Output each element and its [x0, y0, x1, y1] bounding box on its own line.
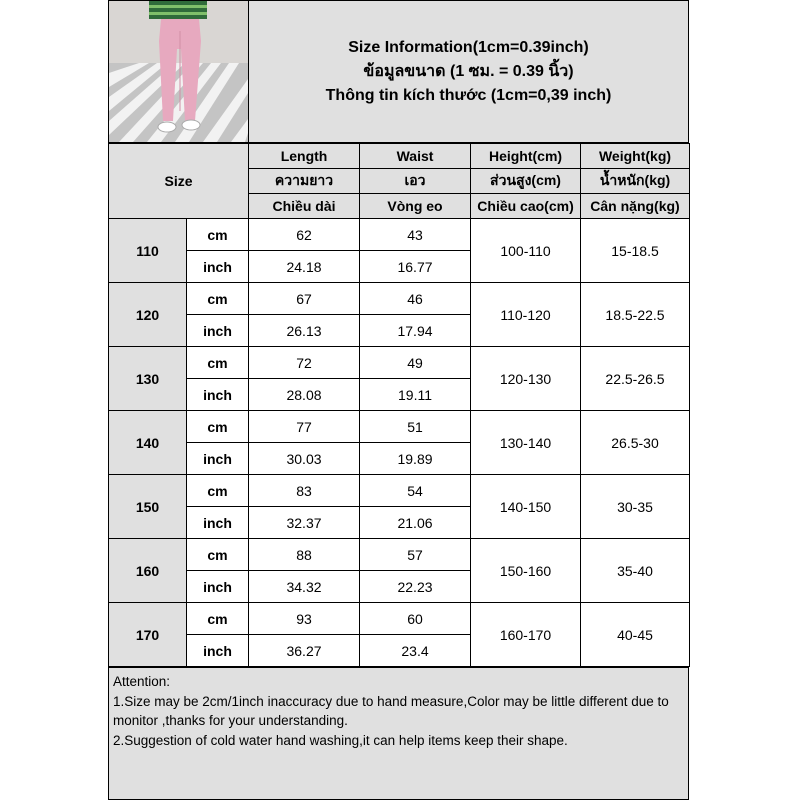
note-item: 1.Size may be 2cm/1inch inaccuracy due to hand measure,Color may be little different due to monitor ,thanks for your understanding. — [113, 693, 669, 728]
column-header: Chiều dài — [249, 194, 360, 219]
length-cell: 36.27 — [249, 635, 360, 667]
waist-cell: 51 — [360, 411, 471, 443]
table-row — [109, 283, 690, 315]
unit-cell: inch — [187, 635, 249, 667]
size-information-heading — [249, 1, 688, 142]
column-header: Cân nặng(kg) — [581, 194, 690, 219]
length-cell: 72 — [249, 347, 360, 379]
waist-cell: 19.11 — [360, 379, 471, 411]
length-cell: 26.13 — [249, 315, 360, 347]
waist-cell: 49 — [360, 347, 471, 379]
length-cell: 62 — [249, 219, 360, 251]
height-cell: 130-140 — [471, 411, 581, 475]
column-header: ส่วนสูง(cm) — [471, 169, 581, 194]
unit-cell: cm — [187, 539, 249, 571]
size-cell: 150 — [109, 475, 187, 539]
size-cell: 130 — [109, 347, 187, 411]
unit-cell: inch — [187, 251, 249, 283]
weight-cell: 22.5-26.5 — [581, 347, 690, 411]
height-cell: 110-120 — [471, 283, 581, 347]
size-header: Size — [109, 144, 249, 219]
size-cell: 170 — [109, 603, 187, 667]
column-header: ความยาว — [249, 169, 360, 194]
table-row — [109, 219, 690, 251]
length-cell: 77 — [249, 411, 360, 443]
waist-cell: 46 — [360, 283, 471, 315]
waist-cell: 17.94 — [360, 315, 471, 347]
size-cell: 160 — [109, 539, 187, 603]
weight-cell: 40-45 — [581, 603, 690, 667]
column-header: Weight(kg) — [581, 144, 690, 169]
unit-cell: inch — [187, 443, 249, 475]
unit-cell: cm — [187, 219, 249, 251]
length-cell: 30.03 — [249, 443, 360, 475]
column-header: Chiều cao(cm) — [471, 194, 581, 219]
length-cell: 93 — [249, 603, 360, 635]
waist-cell: 43 — [360, 219, 471, 251]
waist-cell: 60 — [360, 603, 471, 635]
unit-cell: inch — [187, 571, 249, 603]
height-cell: 120-130 — [471, 347, 581, 411]
length-cell: 24.18 — [249, 251, 360, 283]
height-cell: 100-110 — [471, 219, 581, 283]
weight-cell: 26.5-30 — [581, 411, 690, 475]
length-cell: 83 — [249, 475, 360, 507]
length-cell: 88 — [249, 539, 360, 571]
size-cell: 110 — [109, 219, 187, 283]
weight-cell: 35-40 — [581, 539, 690, 603]
waist-cell: 23.4 — [360, 635, 471, 667]
header — [108, 0, 689, 143]
length-cell: 34.32 — [249, 571, 360, 603]
table-row — [109, 347, 690, 379]
unit-cell: cm — [187, 283, 249, 315]
waist-cell: 16.77 — [360, 251, 471, 283]
waist-cell: 57 — [360, 539, 471, 571]
column-header: Length — [249, 144, 360, 169]
table-row — [109, 475, 690, 507]
column-header: Height(cm) — [471, 144, 581, 169]
waist-cell: 54 — [360, 475, 471, 507]
waist-cell: 22.23 — [360, 571, 471, 603]
table-header-row — [109, 144, 690, 169]
weight-cell: 18.5-22.5 — [581, 283, 690, 347]
size-cell: 120 — [109, 283, 187, 347]
unit-cell: cm — [187, 603, 249, 635]
size-chart — [108, 0, 689, 800]
column-header: Waist — [360, 144, 471, 169]
product-image — [109, 1, 248, 142]
height-cell: 150-160 — [471, 539, 581, 603]
table-row — [109, 539, 690, 571]
product-photo — [109, 1, 249, 142]
length-cell: 32.37 — [249, 507, 360, 539]
length-cell: 67 — [249, 283, 360, 315]
table-row — [109, 603, 690, 635]
column-header: Vòng eo — [360, 194, 471, 219]
weight-cell: 30-35 — [581, 475, 690, 539]
notes-title: Attention: — [113, 674, 171, 689]
length-cell: 28.08 — [249, 379, 360, 411]
waist-cell: 19.89 — [360, 443, 471, 475]
title-english: Size Information(1cm=0.39inch) — [348, 38, 589, 56]
column-header: เอว — [360, 169, 471, 194]
title-thai: ข้อมูลขนาด (1 ซม. = 0.39 นิ้ว) — [363, 62, 574, 80]
size-cell: 140 — [109, 411, 187, 475]
table-row — [109, 411, 690, 443]
unit-cell: inch — [187, 315, 249, 347]
unit-cell: inch — [187, 507, 249, 539]
unit-cell: cm — [187, 411, 249, 443]
note-item: 2.Suggestion of cold water hand washing,it can help items keep their shape. — [113, 732, 568, 748]
height-cell: 140-150 — [471, 475, 581, 539]
column-header: น้ำหนัก(kg) — [581, 169, 690, 194]
size-table — [108, 143, 690, 667]
title-vietnamese: Thông tin kích thước (1cm=0,39 inch) — [325, 86, 612, 104]
unit-cell: cm — [187, 475, 249, 507]
unit-cell: inch — [187, 379, 249, 411]
attention-notes — [108, 667, 689, 800]
unit-cell: cm — [187, 347, 249, 379]
weight-cell: 15-18.5 — [581, 219, 690, 283]
waist-cell: 21.06 — [360, 507, 471, 539]
height-cell: 160-170 — [471, 603, 581, 667]
